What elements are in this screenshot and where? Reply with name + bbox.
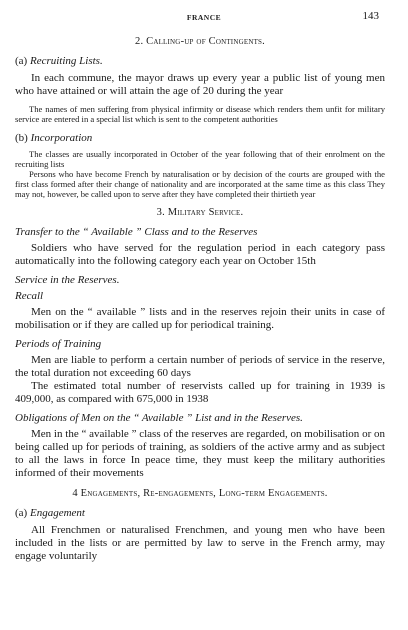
periods-heading: Periods of Training (15, 338, 102, 350)
paragraph: Men on the “ available ” lists and in the reserves rejoin their units in case of mobilisation or if they are called up for periodical training. (15, 306, 385, 331)
incorporation-heading (15, 132, 385, 144)
subsection-title: Recruiting Lists. (29, 55, 103, 67)
note-paragraph: The classes are usually incorporated in October of the year following that of their enrolment on the recruiting lists (15, 149, 385, 169)
page-number: 143 (362, 10, 379, 22)
running-header: FRANCE (186, 13, 222, 22)
engagement-heading (15, 507, 385, 519)
subsection-label: (b) (15, 132, 28, 144)
paragraph: Soldiers who have served for the regulation period in each category pass automatically into the following category each year on October 15th (15, 242, 385, 267)
paragraph: Men are liable to perform a certain number of periods of service in the reserve, the total duration not exceeding 60 days (15, 354, 385, 379)
paragraph: The estimated total number of reservists called up for training in 1939 is 409,000, as compared with 675,000 in 1938 (15, 380, 385, 405)
reserves-heading: Service in the Reserves. (15, 274, 120, 286)
recall-heading: Recall (15, 290, 44, 302)
note-paragraph: Persons who have become French by naturalisation or by decision of the courts are grouped with the first class formed after their change of nationality and are incorporated at the same time as this class They may not, however, be called upon to serve after they have completed their thirtieth year (15, 169, 385, 199)
page-body (15, 36, 385, 569)
section-3-title: 3. Military Service. (156, 207, 244, 218)
note-paragraph: The names of men suffering from physical infirmity or disease which renders them unfit for military service are entered in a special list which is sent to the competent authorities (15, 104, 385, 124)
subsection-title: Incorporation (30, 132, 93, 144)
paragraph: In each commune, the mayor draws up every year a public list of young men who have attained or will attain the age of 20 during the year (15, 72, 385, 97)
section-2-title: 2. Calling-up of Contingents. (135, 36, 265, 47)
subsection-label: (a) (15, 507, 28, 519)
subsection-title: Engagement (29, 507, 85, 519)
transfer-heading: Transfer to the “ Available ” Class and to the Reserves (15, 226, 258, 238)
obligations-heading: Obligations of Men on the “ Available ” List and in the Reserves. (15, 412, 303, 424)
recruiting-lists-heading (15, 55, 385, 67)
section-4-title: 4 Engagements, Re-engagements, Long-term Engagements. (72, 488, 328, 499)
paragraph: All Frenchmen or naturalised Frenchmen, and young men who have been included in the lists or are permitted by law to serve in the French army, may engage voluntarily (15, 524, 385, 562)
subsection-label: (a) (15, 55, 28, 67)
paragraph: Men in the “ available ” class of the reserves are regarded, on mobilisation or on being called up for periods of training, as soldiers of the active army and as subject to all the laws in force In peace time, they must keep the military authorities informed of their movements (15, 428, 385, 479)
